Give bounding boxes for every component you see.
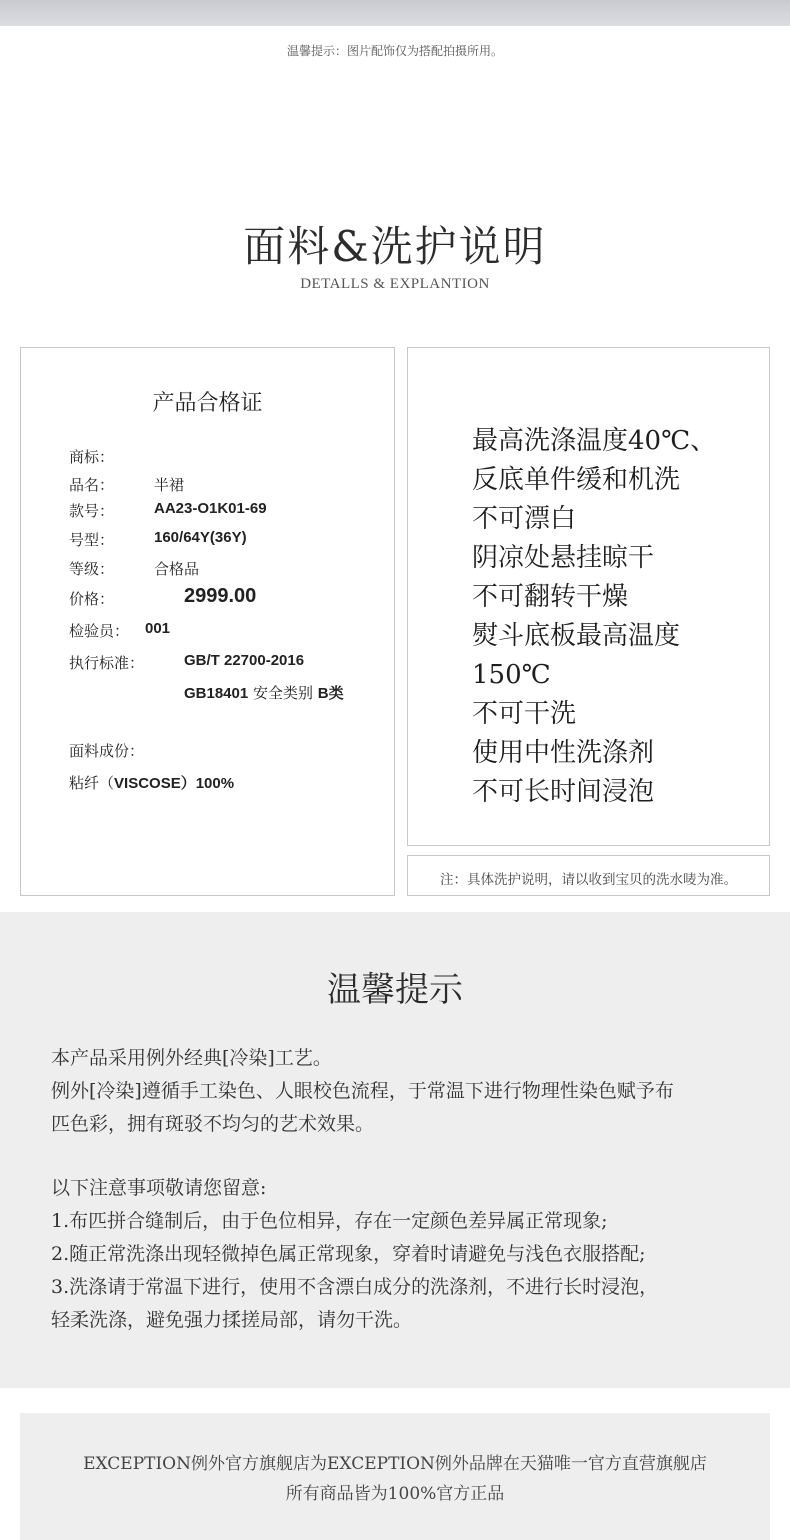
tips-section — [0, 912, 790, 1388]
cert-label: 面料成份： — [69, 742, 145, 760]
care-item: 不可干洗 — [472, 699, 577, 729]
store-footer — [20, 1413, 770, 1540]
cert-value: B类 — [317, 685, 344, 702]
cert-value: 合格品 — [154, 560, 200, 578]
cert-value: GB/T 22700-2016 — [184, 652, 305, 669]
tips-title: 温馨提示 — [327, 970, 463, 1010]
care-note: 注：具体洗护说明，请以收到宝贝的洗水唛为准。 — [440, 872, 737, 888]
cert-label: 品名： — [69, 476, 115, 494]
cert-row-standard — [69, 652, 305, 673]
cert-label: 检验员： — [69, 622, 130, 640]
care-item: 使用中性洗涤剂 — [472, 738, 655, 768]
care-list — [472, 422, 716, 812]
cert-label: 价格： — [69, 590, 115, 608]
tips-line: 2.随正常洗涤出现轻微掉色属正常现象，穿着时请避免与浅色衣服搭配; — [51, 1243, 646, 1265]
cert-row-price — [69, 585, 257, 609]
cert-row-product-name — [69, 474, 185, 495]
cert-value: GB18401 — [184, 685, 249, 702]
cert-value: 160/64Y(36Y) — [154, 529, 247, 546]
footer-authenticity: 所有商品皆为100%官方正品 — [285, 1484, 505, 1504]
tips-line: 本产品采用例外经典[冷染]工艺。 — [51, 1047, 332, 1069]
cert-label: 号型： — [69, 531, 115, 549]
tips-paragraph-notes — [51, 1172, 751, 1337]
cert-row-safety — [184, 682, 344, 703]
care-item: 熨斗底板最高温度 — [472, 621, 681, 651]
footer-store-statement: EXCEPTION例外官方旗舰店为EXCEPTION例外品牌在天猫唯一官方直营旗舰店 — [83, 1454, 707, 1474]
care-item: 不可翻转干燥 — [472, 582, 629, 612]
cert-label: 商标： — [69, 448, 115, 466]
photo-notice: 温馨提示：图片配饰仅为搭配拍摄所用。 — [286, 44, 503, 58]
cert-value: 001 — [145, 620, 171, 637]
cert-value: 半裙 — [154, 476, 185, 494]
tips-line: 3.洗涤请于常温下进行，使用不含漂白成分的洗涤剂，不进行长时浸泡， — [51, 1276, 659, 1298]
care-item: 150℃ — [472, 660, 551, 690]
tips-paragraph-process — [51, 1042, 751, 1141]
product-certificate-card — [20, 347, 395, 896]
care-item: 最高洗涤温度40℃、 — [472, 426, 717, 456]
cert-row-grade — [69, 558, 200, 579]
care-item: 不可长时间浸泡 — [472, 777, 655, 807]
cert-row-inspector — [69, 620, 171, 641]
care-instructions-card — [407, 347, 770, 846]
cert-value: 粘纤（ — [69, 774, 115, 792]
tips-line: 例外[冷染]遵循手工染色、人眼校色流程，于常温下进行物理性染色赋予布 — [51, 1080, 674, 1102]
care-item: 不可漂白 — [472, 504, 577, 534]
cert-row-fabric — [69, 740, 144, 761]
tips-line: 1.布匹拼合缝制后，由于色位相异，存在一定颜色差异属正常现象; — [51, 1210, 608, 1232]
section-title: 面料&洗护说明 — [243, 222, 547, 271]
cert-label: 执行标准： — [69, 654, 145, 672]
care-item: 阴凉处悬挂晾干 — [472, 543, 655, 573]
cert-label: 款号： — [69, 502, 115, 520]
cert-row-size — [69, 529, 247, 550]
section-subtitle: DETALLS & EXPLANTION — [300, 276, 490, 292]
top-image-strip — [0, 0, 790, 26]
care-note-box — [407, 855, 770, 896]
cert-value: VISCOSE — [114, 775, 181, 792]
cert-value: 安全类别 — [248, 684, 318, 702]
certificate-title: 产品合格证 — [152, 391, 263, 416]
tips-line: 轻柔洗涤，避免强力揉搓局部，请勿干洗。 — [51, 1309, 413, 1331]
tips-line: 匹色彩，拥有斑驳不均匀的艺术效果。 — [51, 1113, 375, 1135]
cert-label: 等级： — [69, 560, 115, 578]
cert-row-style-number — [69, 500, 267, 521]
tips-line: 以下注意事项敬请您留意: — [51, 1177, 267, 1199]
cert-row-brand — [69, 446, 114, 467]
cert-value: ）100% — [180, 775, 235, 792]
cert-row-composition — [69, 772, 234, 793]
cert-value: AA23-O1K01-69 — [154, 500, 267, 517]
care-item: 反底单件缓和机洗 — [472, 465, 681, 495]
cert-price-value: 2999.00 — [184, 585, 257, 607]
